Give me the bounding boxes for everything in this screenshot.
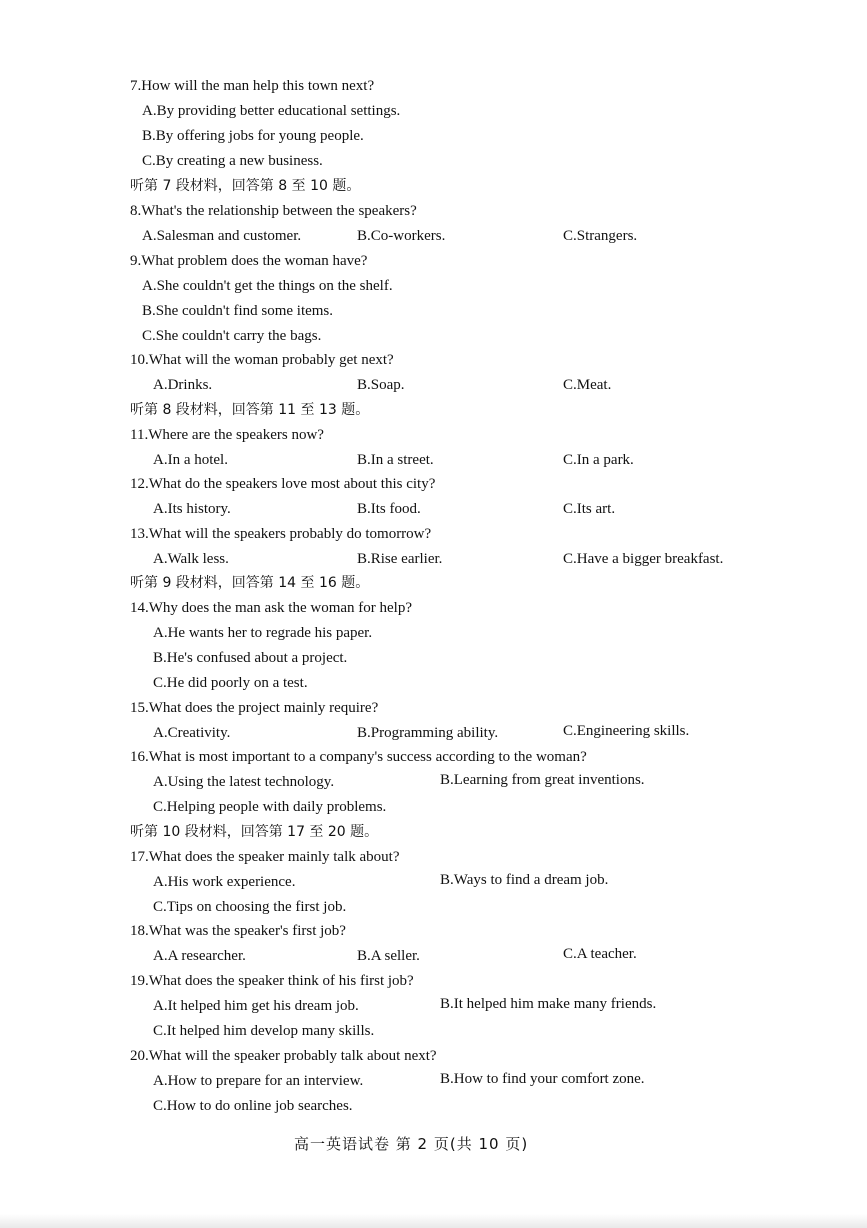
- option-a: A.In a hotel.: [153, 452, 228, 468]
- option-a: A.It helped him get his dream job.: [153, 998, 359, 1014]
- option-a: A.She couldn't get the things on the shelf.: [142, 278, 393, 294]
- option-b: B.Soap.: [357, 377, 405, 393]
- option-c: C.She couldn't carry the bags.: [142, 328, 322, 344]
- question-stem: 16.What is most important to a company's success according to the woman?: [130, 749, 587, 765]
- option-a: A.Creativity.: [153, 725, 231, 741]
- option-c: C.By creating a new business.: [142, 153, 323, 169]
- question-stem: 18.What was the speaker's first job?: [130, 923, 346, 939]
- option-b: B.By offering jobs for young people.: [142, 128, 364, 144]
- option-c: C.How to do online job searches.: [153, 1098, 353, 1114]
- question-stem: 7.How will the man help this town next?: [130, 78, 375, 94]
- question-stem: 9.What problem does the woman have?: [130, 253, 368, 269]
- option-a: A.Its history.: [153, 501, 231, 517]
- question-stem: 17.What does the speaker mainly talk about?: [130, 849, 400, 865]
- question-stem: 20.What will the speaker probably talk about next?: [130, 1048, 437, 1064]
- question-stem: 19.What does the speaker think of his first job?: [130, 973, 414, 989]
- option-b: B.Ways to find a dream job.: [440, 872, 609, 888]
- option-a: A.By providing better educational settings.: [142, 103, 401, 119]
- option-c: C.He did poorly on a test.: [153, 675, 308, 691]
- section-heading: 听第 7 段材料，回答第 8 至 10 题。: [130, 178, 361, 194]
- question-stem: 8.What's the relationship between the speakers?: [130, 203, 417, 219]
- option-c: C.Helping people with daily problems.: [153, 799, 387, 815]
- question-stem: 14.Why does the man ask the woman for help?: [130, 600, 413, 616]
- question-stem: 13.What will the speakers probably do tomorrow?: [130, 526, 432, 542]
- option-c: C.A teacher.: [563, 946, 637, 962]
- option-b: B.Learning from great inventions.: [440, 772, 645, 788]
- question-stem: 10.What will the woman probably get next?: [130, 352, 394, 368]
- option-b: B.He's confused about a project.: [153, 650, 348, 666]
- option-b: B.Programming ability.: [357, 725, 499, 741]
- option-c: C.Engineering skills.: [563, 723, 690, 739]
- option-b: B.She couldn't find some items.: [142, 303, 334, 319]
- option-a: A.His work experience.: [153, 874, 296, 890]
- scan-edge-shadow: [0, 1214, 867, 1228]
- option-c: C.Tips on choosing the first job.: [153, 899, 347, 915]
- option-c: C.Strangers.: [563, 228, 638, 244]
- section-heading: 听第 8 段材料，回答第 11 至 13 题。: [130, 402, 370, 418]
- option-a: A.Walk less.: [153, 551, 229, 567]
- option-a: A.Drinks.: [153, 377, 213, 393]
- option-c: C.Its art.: [563, 501, 616, 517]
- option-a: A.A researcher.: [153, 948, 246, 964]
- option-c: C.In a park.: [563, 452, 634, 468]
- option-a: A.He wants her to regrade his paper.: [153, 625, 373, 641]
- option-c: C.It helped him develop many skills.: [153, 1023, 375, 1039]
- question-stem: 15.What does the project mainly require?: [130, 700, 379, 716]
- question-stem: 11.Where are the speakers now?: [130, 427, 324, 443]
- question-stem: 12.What do the speakers love most about this city?: [130, 476, 436, 492]
- option-c: C.Meat.: [563, 377, 612, 393]
- option-b: B.A seller.: [357, 948, 420, 964]
- option-b: B.In a street.: [357, 452, 434, 468]
- page-footer: 高一英语试卷 第 2 页(共 10 页): [294, 1135, 529, 1153]
- option-b: B.Rise earlier.: [357, 551, 443, 567]
- option-b: B.Its food.: [357, 501, 421, 517]
- section-heading: 听第 10 段材料，回答第 17 至 20 题。: [130, 824, 379, 840]
- option-c: C.Have a bigger breakfast.: [563, 551, 724, 567]
- option-b: B.How to find your comfort zone.: [440, 1071, 645, 1087]
- option-a: A.Salesman and customer.: [142, 228, 302, 244]
- option-a: A.How to prepare for an interview.: [153, 1073, 364, 1089]
- option-b: B.Co-workers.: [357, 228, 446, 244]
- section-heading: 听第 9 段材料，回答第 14 至 16 题。: [130, 575, 370, 591]
- option-a: A.Using the latest technology.: [153, 774, 335, 790]
- option-b: B.It helped him make many friends.: [440, 996, 657, 1012]
